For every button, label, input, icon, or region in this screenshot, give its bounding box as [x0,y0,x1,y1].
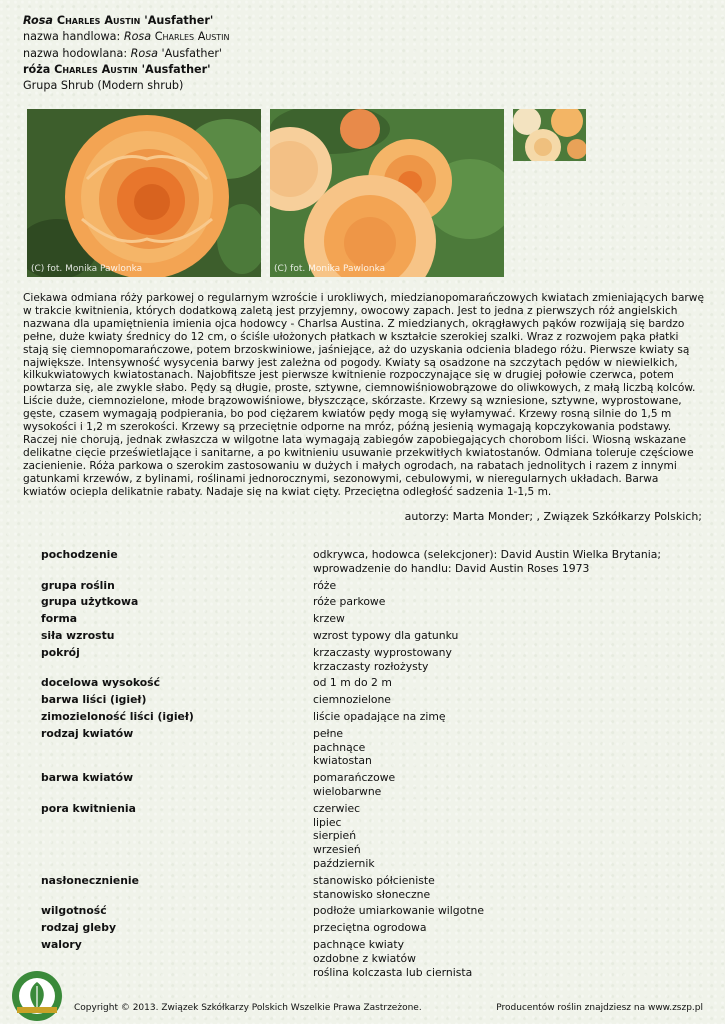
attribute-row [41,646,681,674]
plant-group: Grupa Shrub (Modern shrub) [23,79,184,93]
rose-photo-1-image [27,109,261,277]
attribute-row [41,874,681,902]
attribute-value: liście opadające na zimę [313,709,446,723]
rose-photo-3-image [513,109,586,161]
attribute-values [313,874,681,902]
photo-credit: (C) fot. Monika Pawlonka [274,264,386,274]
attribute-value: róże [313,578,337,592]
attribute-values [313,693,681,707]
copyright-text: Copyright © 2013. Związek Szkółkarzy Polskich Wszelkie Prawa Zastrzeżone. [74,1003,422,1013]
attribute-value: róże parkowe [313,595,386,609]
attribute-name: barwa kwiatów [41,771,134,785]
attribute-value: wrzesień [313,843,361,857]
attribute-value: roślina kolczasta lub ciernista [313,965,473,979]
attribute-value: październik [313,856,375,870]
rose-photo-2[interactable] [270,109,504,277]
attribute-name: docelowa wysokość [41,676,160,690]
attribute-row [41,921,681,935]
rose-photo-2-image [270,109,504,277]
attribute-name: grupa roślin [41,578,115,592]
attribute-value: pachnące [313,740,366,754]
attribute-value: wzrost typowy dla gatunku [313,628,459,642]
attribute-name: pokrój [41,645,80,659]
attribute-name: zimozieloność liści (igieł) [41,709,194,723]
attribute-row [41,693,681,707]
attribute-row [41,579,681,593]
attributes-table [41,548,681,982]
plant-title: Rosa Charles Austin 'Ausfather' [23,14,214,27]
attribute-row [41,938,681,979]
attribute-value: stanowisko słoneczne [313,887,431,901]
attribute-value: wprowadzenie do handlu: David Austin Roses 1973 [313,561,590,575]
attribute-name: walory [41,937,82,951]
attribute-row [41,629,681,643]
attribute-values [313,727,681,768]
attribute-name: rodzaj gleby [41,921,117,935]
attribute-values [313,710,681,724]
attribute-name: forma [41,612,77,626]
attribute-value: krzaczasty wyprostowany [313,645,452,659]
attribute-name: siła wzrostu [41,628,115,642]
attribute-value: krzaczasty rozłożysty [313,659,429,673]
breeder-name-line: nazwa hodowlana: Rosa 'Ausfather' [23,46,223,60]
attribute-values [313,921,681,935]
attribute-value: kwiatostan [313,754,372,768]
attribute-name: barwa liści (igieł) [41,693,147,707]
attribute-value: odkrywca, hodowca (selekcjoner): David Austin Wielka Brytania; [313,548,661,561]
rose-photo-1[interactable] [27,109,261,277]
attribute-name: grupa użytkowa [41,595,139,609]
attribute-values [313,548,681,576]
attribute-value: pachnące kwiaty [313,937,405,951]
attribute-values [313,629,681,643]
attribute-value: od 1 m do 2 m [313,676,392,690]
trade-name-line: nazwa handlowa: Rosa Charles Austin [23,30,230,44]
attribute-row [41,727,681,768]
photo-credit: (C) fot. Monika Pawlonka [31,264,143,274]
rose-photo-3[interactable] [513,109,586,161]
plant-header [23,13,230,94]
attribute-values [313,612,681,626]
attribute-name: nasłonecznienie [41,873,139,887]
attribute-value: ciemnozielone [313,693,391,707]
attribute-values [313,676,681,690]
attribute-values [313,579,681,593]
attribute-row [41,710,681,724]
plant-description: Ciekawa odmiana róży parkowej o regularnym wzroście i urokliwych, miedzianopomarańczowych kwiatach zmieniających barwę w trakcie kwitnienia, których dodatkową zaletą jest przyjemny, owocowy zapach. Jest to jedna z pierwszych róż angielskich nazwana dla upamiętnienia imienia ojca hodowcy - Charlsa Austina. Z miedzianych, okrągławych pąków rozwijają się bardzo pełne, duże kwiaty średnicy do 12 cm, o ściśle ułożonych płatkach w kształcie szerokiej szalki. Wraz z rozwojem pąka płatki stają się ciemnopomarańczowe, potem brzoskwiniowe, jaśniejące, aż do uzyskania odcienia bladego różu. Pierwsze kwiaty są największe. Intensywność wysycenia barwy jest zależna od pogody. Kwiaty są osadzone na szczytach pędów w niewielkich, kilkukwiatowych kwiatostanach. Najobfitsze jest pierwsze kwitnienie rozpoczynające się w drugiej połowie czerwca, potem powtarza się, ale zwykle słabo. Pędy są długie, proste, sztywne, ciemnowiśniowobrązowe do oliwkowych, z małą liczbą kolców. Liście duże, ciemnozielone, młode brązowowiśniowe, błyszczące, skórzaste. Krzewy są wzniesione, sztywne, wyprostowane, gęste, czasem wymagają podpierania, bo pod ciężarem kwiatów pędy mogą się wyłamywać. Krzewy rosną silnie do 1,5 m wysokości i 1,2 m szerokości. Krzewy są przeciętnie odporne na mróz, późną jesienią wymagają kopczykowania podstawy. Raczej nie chorują, jednak zwłaszcza w wilgotne lata wymagają zabiegów zapobiegających chorobom liści. Wiosną wskazane delikatne cięcie prześwietlające i sanitarne, a po kwitnieniu usuwanie przekwitłych kwiatostanów. Odmiana toleruje częściowe zacienienie. Róża parkowa o szerokim zastosowaniu w dużych i małych ogrodach, na rabatach jednolitych i razem z innymi gatunkami krzewów, z bylinami, roślinami jednorocznymi, sezonowymi, cebulowymi, w nieregularnych układach. Barwa kwiatów ociepla delikatnie rabaty. Nadaje się na kwiat cięty. Przeciętna odległość sadzenia 1-1,5 m. [23,292,704,498]
attribute-value: czerwiec [313,801,361,815]
attribute-value: podłoże umiarkowanie wilgotne [313,904,484,918]
attribute-value: lipiec [313,815,342,829]
attribute-values [313,802,681,871]
authors-line: autorzy: Marta Monder; , Związek Szkółkarzy Polskich; [404,510,702,523]
attribute-value: sierpień [313,829,357,843]
attribute-value: krzew [313,612,345,626]
attribute-value: wielobarwne [313,784,382,798]
attribute-row [41,904,681,918]
attribute-value: przeciętna ogrodowa [313,921,427,935]
attribute-values [313,938,681,979]
attribute-name: pochodzenie [41,548,118,561]
polish-name-line: róża Charles Austin 'Ausfather' [23,62,211,76]
attribute-name: wilgotność [41,904,107,918]
attribute-row [41,548,681,576]
attribute-values [313,595,681,609]
attribute-values [313,904,681,918]
attribute-value: pomarańczowe [313,771,396,785]
zszp-logo [11,970,63,1022]
attribute-value: ozdobne z kwiatów [313,951,416,965]
attribute-row [41,676,681,690]
attribute-value: pełne [313,726,344,740]
attribute-values [313,771,681,799]
attribute-name: rodzaj kwiatów [41,726,134,740]
attribute-value: stanowisko półcieniste [313,873,435,887]
attribute-values [313,646,681,674]
attribute-row [41,612,681,626]
attribute-name: pora kwitnienia [41,801,136,815]
producers-link[interactable]: Producentów roślin znajdziesz na www.zszp.pl [496,1003,703,1013]
attribute-row [41,771,681,799]
attribute-row [41,595,681,609]
attribute-row [41,802,681,871]
